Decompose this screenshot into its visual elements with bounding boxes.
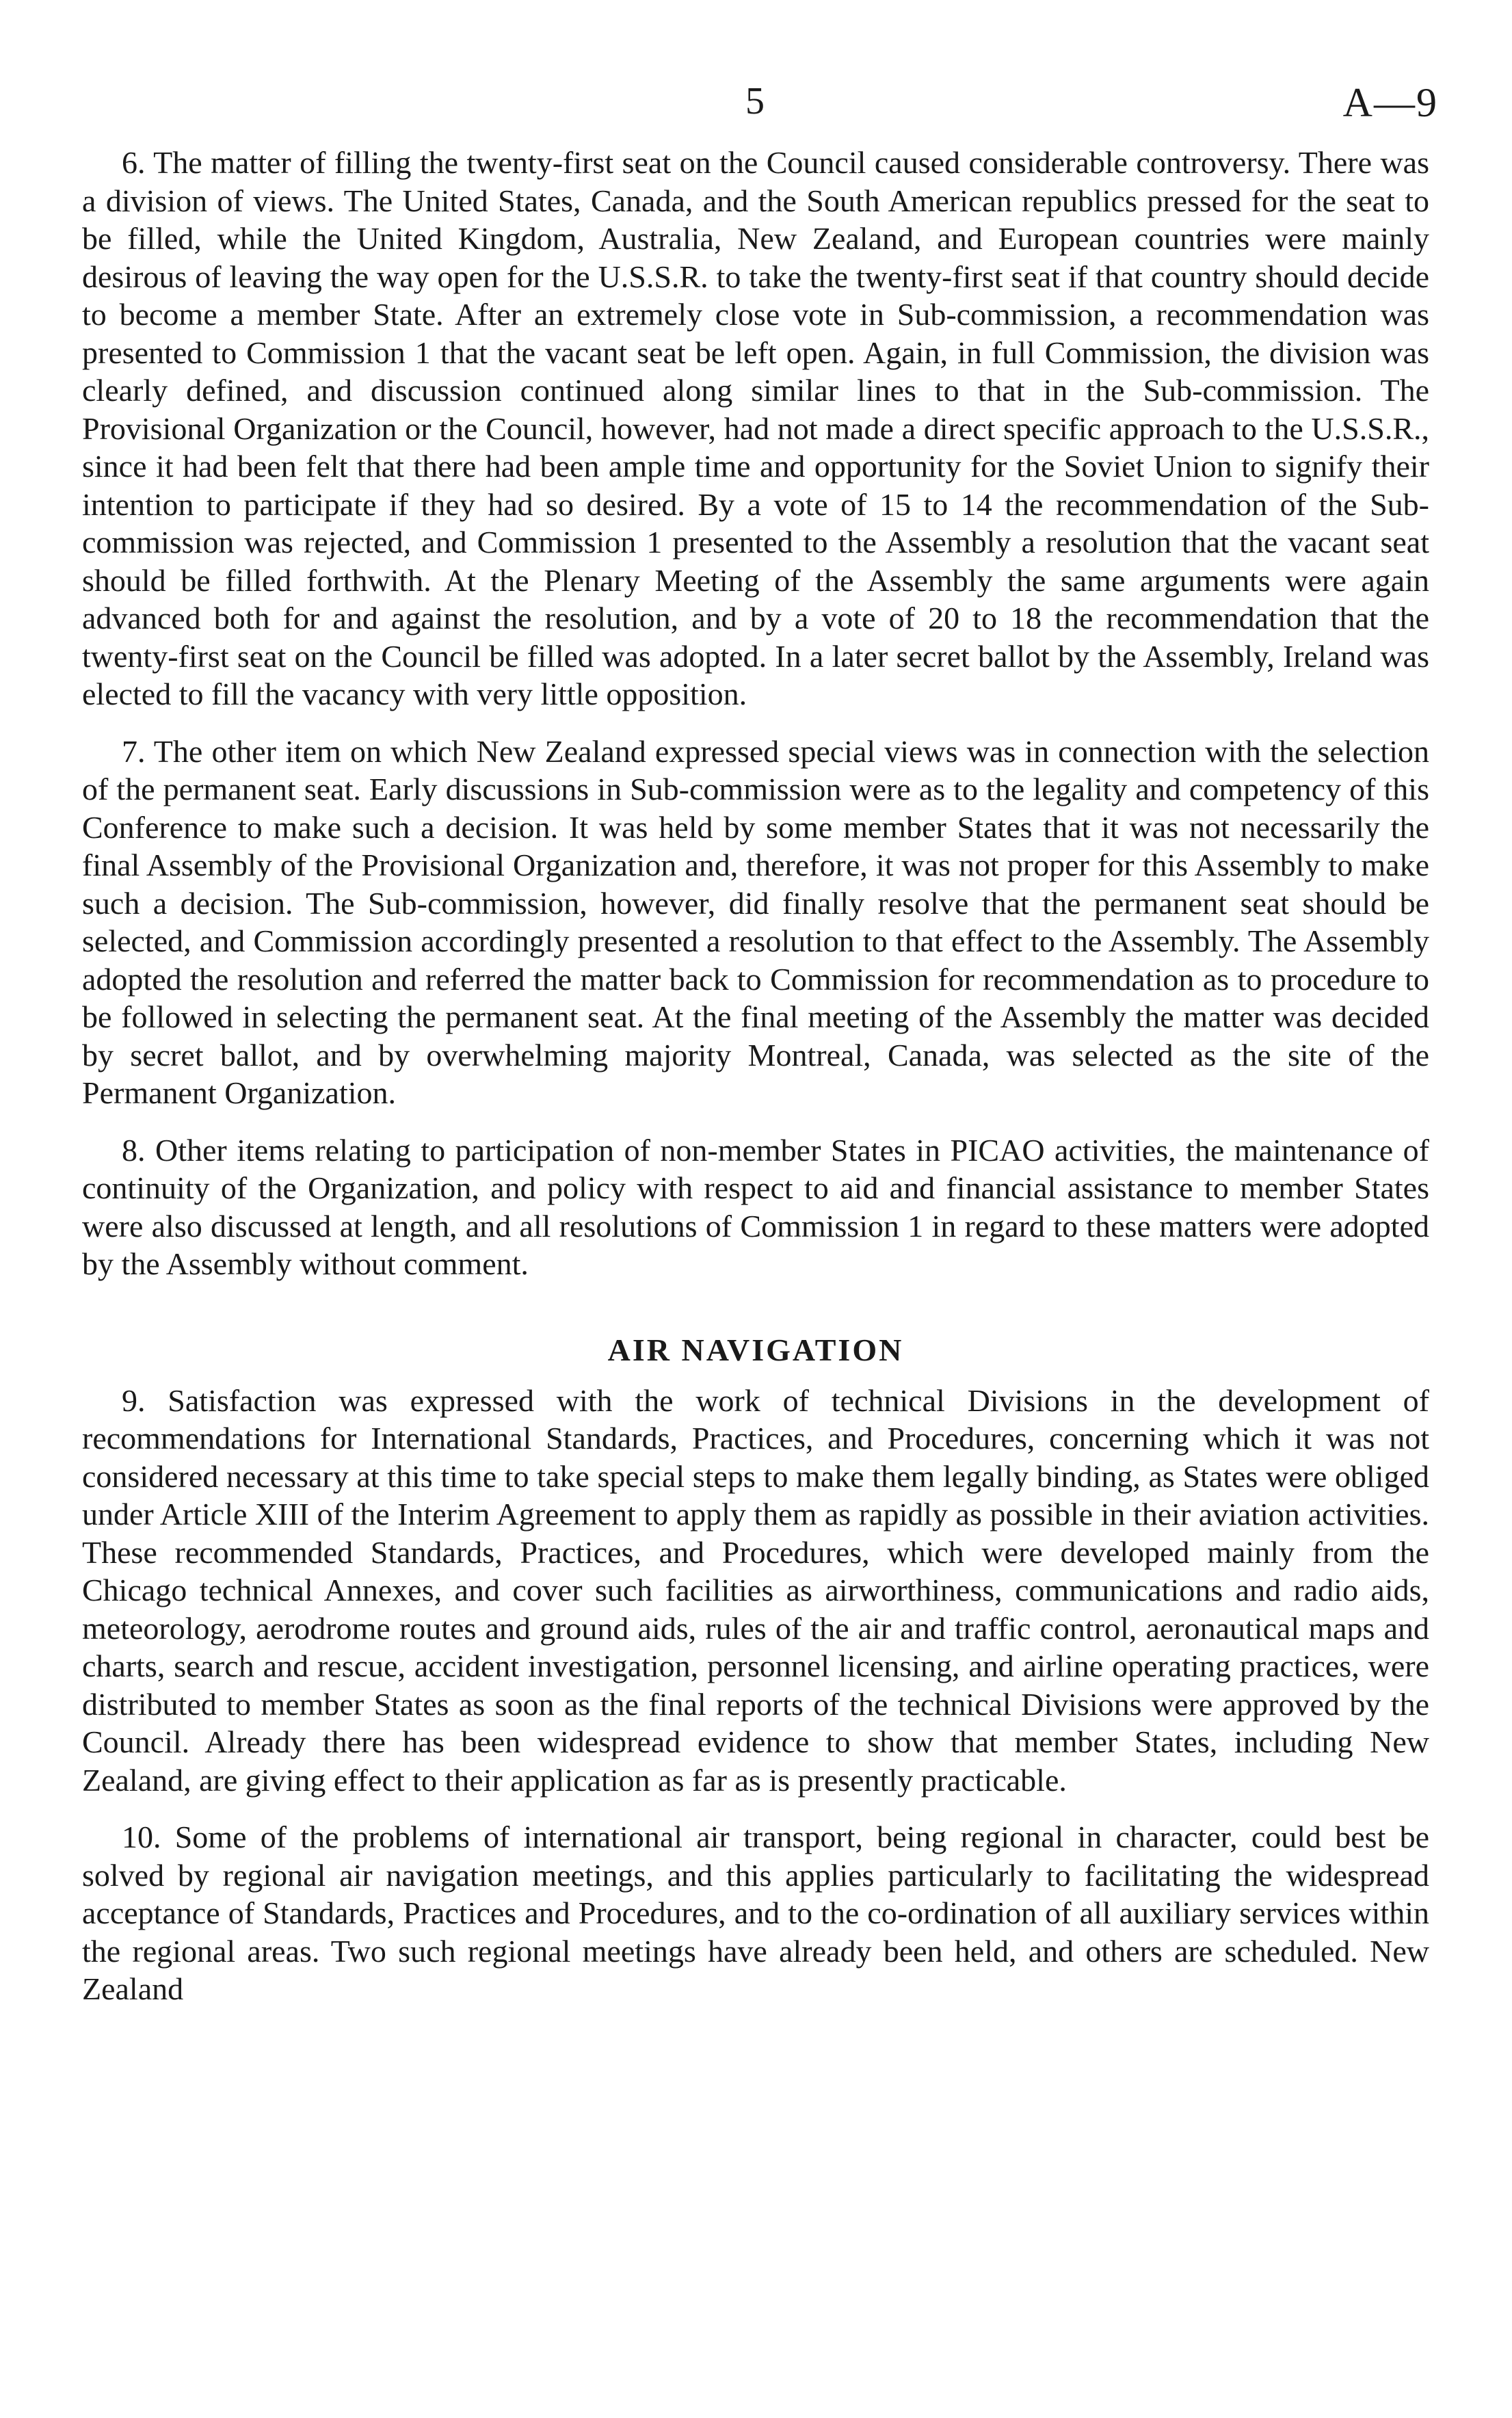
paragraph-9: 9. Satisfaction was expressed with the work of technical Divisions in the development of recommendations for International Standards, Practices, and Procedures, concerning which it was not considered necessary at this time to take special steps to make them legally binding, as States were obliged under Article XIII of the Interim Agreement to apply them as rapidly as possible in their aviation activities. These recommended Standards, Practices, and Procedures, which were developed mainly from the Chicago technical Annexes, and cover such facilities as airworthiness, communications and radio aids, meteorology, aerodrome routes and ground aids, rules of the air and traffic control, aeronautical maps and charts, search and rescue, accident investigation, personnel licensing, and airline operating practices, were distributed to member States as soon as the final reports of the technical Divisions were approved by the Council. Already there has been widespread evidence to show that member States, including New Zealand, are giving effect to their application as far as is presently practicable. — [82, 1382, 1429, 1798]
section-heading-air-navigation: AIR NAVIGATION — [607, 1332, 904, 1367]
paragraph-6: 6. The matter of filling the twenty-first seat on the Council caused considerable controversy. There was a division of views. The United States, Canada, and the South American republics pressed for the seat to be filled, while the United Kingdom, Australia, New Zealand, and European countries were mainly desirous of leaving the way open for the U.S.S.R. to take the twenty-first seat if that country should decide to become a member State. After an extremely close vote in Sub-commission, a recommendation was presented to Commission 1 that the vacant seat be left open. Again, in full Commission, the division was clearly defined, and discussion continued along similar lines to that in the Sub-commission. The Provisional Organization or the Council, however, had not made a direct specific approach to the U.S.S.R., since it had been felt that there had been ample time and opportunity for the Soviet Union to signify their intention to participate if they had so desired. By a vote of 15 to 14 the recommendation of the Sub-commission was rejected, and Commission 1 presented to the Assembly a resolution that the vacant seat should be filled forthwith. At the Plenary Meeting of the Assembly the same arguments were again advanced both for and against the resolution, and by a vote of 20 to 18 the recommendation that the twenty-first seat on the Council be filled was adopted. In a later secret ballot by the Assembly, Ireland was elected to fill the vacancy with very little opposition. — [82, 145, 1429, 711]
paragraph-10: 10. Some of the problems of international air transport, being regional in character, could best be solved by regional air navigation meetings, and this applies particularly to facilitating the widespread acceptance of Standards, Practices and Procedures, and to the co-ordination of all auxiliary services within the regional areas. Two such regional meetings have already been held, and others are scheduled. New Zealand — [82, 1819, 1429, 2006]
page-number: 5 — [745, 80, 765, 122]
document-reference: A—9 — [1342, 80, 1438, 125]
document-body — [82, 144, 1429, 2027]
paragraph-7: 7. The other item on which New Zealand expressed special views was in connection with the selection of the permanent seat. Early discussions in Sub-commission were as to the legality and competency of this Conference to make such a decision. It was held by some member States that it was not necessarily the final Assembly of the Provisional Organization and, therefore, it was not proper for this Assembly to make such a decision. The Sub-commission, however, did finally resolve that the permanent seat should be selected, and Commission accordingly presented a resolution to that effect to the Assembly. The Assembly adopted the resolution and referred the matter back to Commission for recommendation as to procedure to be followed in selecting the permanent seat. At the final meeting of the Assembly the matter was decided by secret ballot, and by overwhelming majority Montreal, Canada, was selected as the site of the Permanent Organization. — [82, 733, 1429, 1110]
paragraph-8: 8. Other items relating to participation of non-member States in PICAO activities, the maintenance of continuity of the Organization, and policy with respect to aid and financial assistance to member States were also discussed at length, and all resolutions of Commission 1 in regard to these matters were adopted by the Assembly without comment. — [82, 1132, 1429, 1281]
